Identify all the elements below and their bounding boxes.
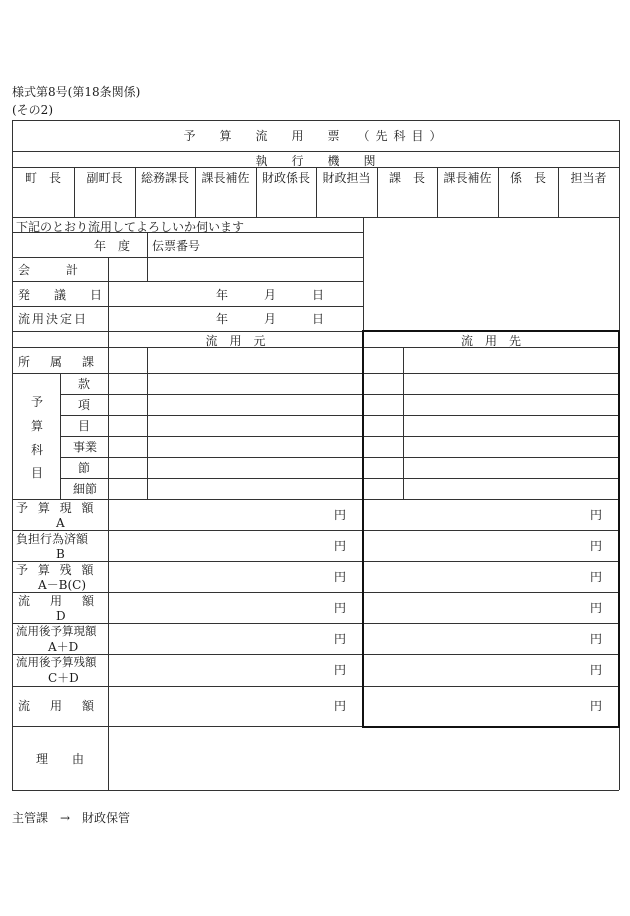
amount-row-1-source-unit: 円 xyxy=(334,508,347,522)
decision-day-unit: 日 xyxy=(312,312,325,326)
amount-row-7-label: 流 用 額 xyxy=(18,699,99,713)
amount-row-5-dest-unit: 円 xyxy=(590,632,603,646)
routing-note: 主管課 → 財政保管 xyxy=(12,811,131,825)
subitem-kan: 款 xyxy=(78,377,91,391)
amount-row-6-code: C＋D xyxy=(48,671,79,685)
subitem-saisetsu: 細節 xyxy=(73,482,98,496)
destination-frame xyxy=(362,330,620,728)
approver-unit-head: 係 長 xyxy=(509,171,546,185)
reason-field[interactable] xyxy=(109,727,618,789)
amount-row-5-code: A＋D xyxy=(48,640,79,654)
subitem-moku: 目 xyxy=(78,419,91,433)
budget-item-label-4: 目 xyxy=(31,466,44,480)
subitem-setsu: 節 xyxy=(78,461,91,475)
amount-row-6-label: 流用後予算残額 xyxy=(16,655,97,669)
amount-row-7-source-unit: 円 xyxy=(334,699,347,713)
amount-row-1-label: 予 算 現 額 xyxy=(16,501,97,515)
amount-row-6-dest-unit: 円 xyxy=(590,663,603,677)
approver-person-in-charge: 担当者 xyxy=(570,171,607,185)
executive-header: 執 行 機 関 xyxy=(255,154,376,168)
reason-label: 理 由 xyxy=(36,752,85,766)
decision-date-label: 流用決定日 xyxy=(18,312,89,326)
amount-row-4-label: 流 用 額 xyxy=(18,594,99,608)
approver-general-affairs-chief: 総務課長 xyxy=(140,171,189,185)
amount-row-1-dest-unit: 円 xyxy=(590,508,603,522)
approver-finance-staff: 財政担当 xyxy=(322,171,371,185)
amount-row-3-source-unit: 円 xyxy=(334,570,347,584)
amount-row-3-label: 予 算 残 額 xyxy=(16,563,97,577)
source-header: 流 用 元 xyxy=(205,334,266,348)
proposal-month-unit: 月 xyxy=(264,288,277,302)
proposal-day-unit: 日 xyxy=(312,288,325,302)
amount-row-6-source-unit: 円 xyxy=(334,663,347,677)
budget-item-label-1: 予 xyxy=(31,395,44,409)
amount-row-1-code: A xyxy=(56,516,65,530)
approver-finance-section-head: 財政係長 xyxy=(261,171,310,185)
voucher-number-label: 伝票番号 xyxy=(152,239,201,253)
account-label: 会 計 xyxy=(18,263,79,277)
approver-deputy-chief-2: 課長補佐 xyxy=(443,171,492,185)
amount-row-4-code: D xyxy=(56,609,66,623)
department-label: 所 属 課 xyxy=(18,355,99,369)
amount-row-5-label: 流用後予算現額 xyxy=(16,624,97,638)
amount-row-2-dest-unit: 円 xyxy=(590,539,603,553)
decision-month-unit: 月 xyxy=(264,312,277,326)
form-title: 予 算 流 用 票 （先科目） xyxy=(183,129,448,143)
amount-row-4-source-unit: 円 xyxy=(334,601,347,615)
budget-item-label-2: 算 xyxy=(31,419,44,433)
budget-item-label-3: 科 xyxy=(31,443,44,457)
approver-section-chief: 課 長 xyxy=(388,171,425,185)
account-field[interactable] xyxy=(148,258,362,280)
subitem-kou: 項 xyxy=(78,398,91,412)
destination-header: 流 用 先 xyxy=(460,334,521,348)
amount-row-3-code: A－B(C) xyxy=(38,578,87,592)
amount-row-5-source-unit: 円 xyxy=(334,632,347,646)
proposal-date-label: 発 議 日 xyxy=(18,288,109,302)
subitem-business: 事業 xyxy=(73,440,98,454)
amount-row-4-dest-unit: 円 xyxy=(590,601,603,615)
approver-vice-mayor: 副町長 xyxy=(86,171,123,185)
form-number: 様式第8号(第18条関係) xyxy=(12,85,141,99)
proposal-year-unit: 年 xyxy=(216,288,229,302)
amount-row-2-label: 負担行為済額 xyxy=(16,532,89,546)
decision-year-unit: 年 xyxy=(216,312,229,326)
approver-deputy-chief-1: 課長補佐 xyxy=(201,171,250,185)
fiscal-year-label: 年 度 xyxy=(93,239,130,253)
amount-row-3-dest-unit: 円 xyxy=(590,570,603,584)
amount-row-2-code: B xyxy=(56,547,65,561)
form-sub-number: (その2) xyxy=(12,103,53,117)
amount-row-7-dest-unit: 円 xyxy=(590,699,603,713)
amount-row-2-source-unit: 円 xyxy=(334,539,347,553)
request-statement: 下記のとおり流用してよろしいか伺います xyxy=(16,220,245,234)
approver-mayor: 町 長 xyxy=(24,171,61,185)
